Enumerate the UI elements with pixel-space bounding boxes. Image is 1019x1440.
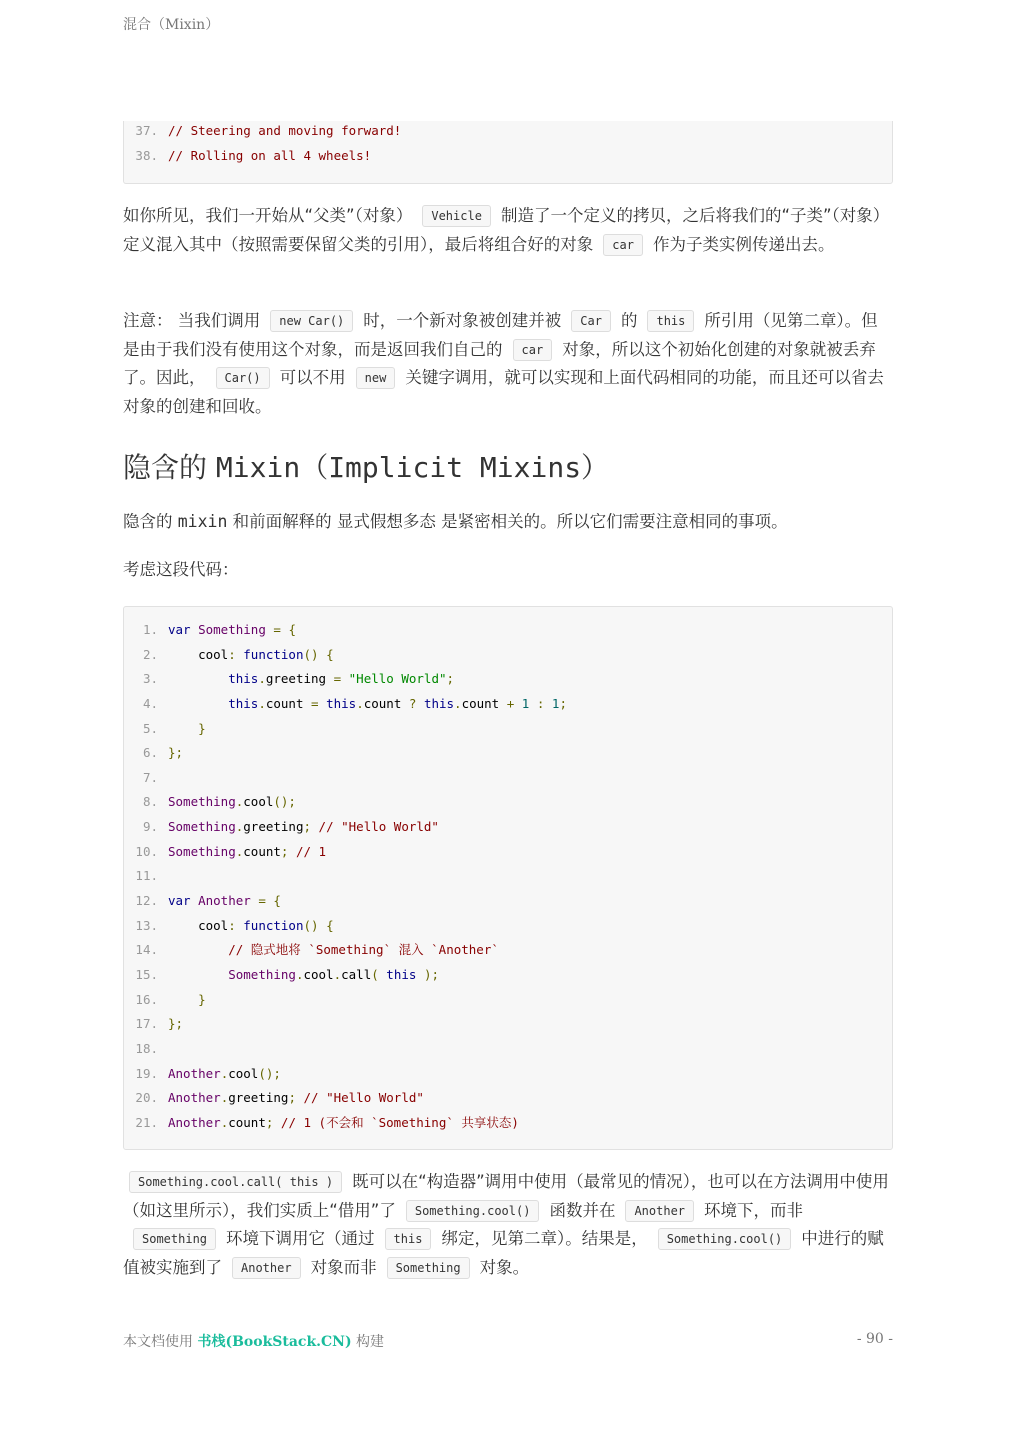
code-token: . [220, 1090, 229, 1106]
code-token: cool [168, 646, 229, 662]
code-token [296, 1090, 304, 1105]
code-token [514, 696, 522, 711]
inline-code: Something [387, 1257, 470, 1279]
code-token [416, 696, 424, 711]
code-token: Another [168, 1065, 221, 1081]
code-line [124, 1086, 892, 1111]
code-token: : [536, 695, 545, 711]
paragraph-note [123, 307, 893, 421]
inline-code: Something.cool.call( this ) [129, 1171, 342, 1193]
paragraph-text: 制造了一个定义的拷贝，之后将我们的“子类”（对象）定义混入其中（按照需要保留父类的引用），最后将组合好的对象 [123, 206, 890, 254]
code-token: 1 [551, 695, 560, 711]
line-number: 18. [135, 1040, 158, 1056]
paragraph-text: 函数并在 [549, 1200, 616, 1220]
code-token [341, 671, 349, 686]
code-line [124, 667, 892, 692]
paragraph-text: 对象而非 [310, 1257, 377, 1277]
code-token: + [506, 695, 515, 711]
paragraph-vehicle-copy [123, 202, 893, 259]
code-line [124, 988, 892, 1013]
code-line [124, 889, 892, 914]
paragraph-text: 绑定，见第二章）。结果是， [441, 1229, 648, 1248]
code-token: greeting [265, 671, 334, 687]
code-token: . [356, 695, 364, 711]
inline-code: car [603, 234, 643, 256]
code-line [124, 1062, 892, 1087]
code-token: count [265, 695, 312, 711]
code-token: () [303, 646, 319, 662]
code-token: "Hello World" [348, 671, 447, 687]
paragraph-implicit-intro [123, 508, 893, 537]
code-token: // 隐式地将 `Something` 混入 `Another` [228, 942, 499, 958]
code-token: var [168, 893, 191, 909]
line-number: 1. [142, 622, 158, 637]
paragraph-text: 如你所见，我们一开始从“父类”（对象） [123, 206, 413, 225]
code-token: . [454, 695, 462, 711]
code-token: Another [168, 1090, 221, 1106]
code-token: // 1 [295, 843, 327, 859]
code-token: this [423, 695, 455, 711]
code-line [124, 1012, 892, 1037]
code-line [124, 741, 892, 766]
paragraph-explanation [123, 1168, 893, 1282]
code-line [124, 618, 892, 643]
paragraph-text: 对象。 [479, 1257, 530, 1277]
paragraph-text: 的 [620, 311, 638, 330]
code-token: }; [168, 745, 184, 761]
code-token: { [326, 646, 334, 662]
code-token: ); [423, 966, 439, 982]
code-token: () [303, 917, 319, 933]
code-line [124, 790, 892, 815]
code-token: this [228, 671, 259, 687]
code-token: // Rolling on all 4 wheels! [168, 148, 372, 163]
inline-code: Something [133, 1228, 216, 1250]
section-heading [123, 446, 609, 486]
line-number: 9. [142, 819, 158, 835]
code-token: cool [243, 794, 274, 810]
line-number: 8. [142, 794, 158, 810]
paragraph-text: 时，一个新对象被创建并被 [363, 311, 562, 330]
inline-code: new Car() [270, 310, 353, 332]
page-header-title: 混合（Mixin） [123, 17, 220, 33]
code-token [529, 696, 537, 711]
line-number: 7. [142, 769, 158, 785]
code-token: = [258, 893, 266, 909]
code-token: Another [168, 1114, 221, 1130]
code-token [319, 696, 327, 711]
code-token [191, 622, 199, 637]
line-number: 15. [135, 966, 158, 982]
code-token: (); [258, 1065, 281, 1081]
code-token [168, 671, 228, 686]
code-token: }; [168, 1016, 184, 1032]
paragraph-consider-code: 考虑这段代码： [123, 560, 239, 579]
code-token: count [363, 695, 409, 711]
code-token: = [273, 622, 281, 637]
line-number: 11. [135, 868, 158, 884]
code-token: ; [288, 1090, 296, 1106]
code-token: = [333, 671, 342, 687]
code-token: Something [168, 843, 236, 859]
code-token: Something [168, 819, 236, 835]
code-line [124, 146, 892, 171]
code-token: cool [228, 1065, 259, 1081]
inline-code: Another [625, 1200, 694, 1222]
line-number: 3. [142, 671, 158, 687]
code-token: this [228, 695, 259, 711]
code-line [124, 121, 892, 146]
code-token: } [198, 991, 206, 1007]
inline-code: this [385, 1228, 432, 1250]
line-number: 37. [135, 123, 158, 138]
code-token: (); [273, 794, 296, 810]
code-token [168, 967, 228, 982]
code-token: . [235, 819, 244, 835]
code-token: call [341, 966, 372, 982]
code-token [168, 992, 198, 1007]
paragraph-text: 可以不用 [279, 368, 346, 387]
code-token: . [220, 1114, 229, 1130]
code-token: ( [371, 966, 379, 982]
code-token: Something [198, 622, 266, 637]
footer-prefix: 本文档使用 [123, 1334, 198, 1350]
line-number: 20. [135, 1090, 158, 1106]
code-line [124, 1111, 892, 1136]
footer-credit [123, 1331, 384, 1351]
code-token: { [273, 893, 281, 909]
inline-code: Something.cool() [406, 1200, 540, 1222]
code-token [544, 696, 552, 711]
code-line [124, 692, 892, 717]
footer-suffix: 构建 [351, 1334, 385, 1350]
paragraph-text: 环境下，而非 [704, 1200, 804, 1220]
code-token: ; [446, 671, 455, 687]
line-number: 12. [135, 893, 158, 909]
paragraph-text: 对象，所以这个初始化创建的对象就被丢弃了。因此， [123, 339, 876, 387]
code-block-continued [123, 121, 893, 184]
code-token: greeting [228, 1090, 289, 1106]
code-token: . [258, 695, 266, 711]
code-token: . [220, 1065, 229, 1081]
line-number: 19. [135, 1065, 158, 1081]
code-token: = [311, 695, 319, 711]
section-heading-mono: Mixin（Implicit Mixins） [215, 451, 610, 484]
inline-code: Vehicle [422, 205, 491, 227]
code-token: cool [168, 917, 229, 933]
inline-code: Car [571, 310, 611, 332]
code-token [311, 819, 319, 834]
code-token: ? [408, 695, 417, 711]
code-token: cool [303, 966, 334, 982]
paragraph-text: 中进行的赋值被实施到了 [123, 1229, 884, 1277]
code-token: Something [168, 794, 236, 810]
code-token: var [168, 622, 191, 637]
code-token: ; [559, 695, 567, 711]
line-number: 10. [135, 843, 158, 859]
code-token: 1 [521, 695, 530, 711]
code-line [124, 1037, 892, 1062]
code-line [124, 914, 892, 939]
code-token: ; [265, 1114, 274, 1130]
line-number: 38. [135, 148, 158, 163]
code-token: count [228, 1114, 266, 1130]
code-token: count [461, 695, 507, 711]
code-token: ; [280, 843, 289, 859]
code-token: . [235, 794, 244, 810]
code-line [124, 717, 892, 742]
code-token [319, 647, 327, 662]
code-token: // 1 (不会和 `Something` 共享状态) [280, 1114, 519, 1130]
code-token [416, 967, 424, 982]
code-block-implicit-mixin [123, 606, 893, 1150]
code-token: Something [228, 966, 296, 982]
line-number: 21. [135, 1114, 158, 1130]
paragraph-text: 所引用（见第二章）。但是由于我们没有使用这个对象，而是返回我们自己的 [123, 311, 878, 359]
code-line [124, 864, 892, 889]
code-token [319, 918, 327, 933]
inline-code: new [356, 367, 396, 389]
code-token: . [333, 966, 342, 982]
paragraph-text: 关键字调用，就可以实现和上面代码相同的功能，而且还可以省去对象的创建和回收。 [123, 368, 884, 416]
paragraph-text: 和前面解释的 显式假想多态 是紧密相关的。所以它们需要注意相同的事项。 [227, 512, 788, 531]
code-token [288, 844, 296, 859]
paragraph-text: 作为子类实例传递出去。 [652, 234, 835, 254]
line-number: 2. [142, 646, 158, 662]
code-token [168, 942, 228, 957]
paragraph-text: 注意： 当我们调用 [123, 311, 261, 330]
code-token: count [243, 843, 281, 859]
code-token: : [228, 646, 236, 662]
code-token: . [295, 966, 304, 982]
code-token [168, 721, 198, 736]
page-number: - 90 - [856, 1331, 893, 1347]
code-token: . [258, 671, 266, 687]
code-token: ; [303, 819, 312, 835]
code-token: Another [198, 893, 251, 909]
code-token [191, 893, 199, 908]
line-number: 17. [135, 1016, 158, 1032]
inline-code: Something.cool() [658, 1228, 792, 1250]
code-token: { [326, 917, 334, 933]
paragraph-mono-text: mixin [177, 512, 228, 531]
line-number: 13. [135, 917, 158, 933]
code-line [124, 766, 892, 791]
line-number: 4. [142, 695, 158, 711]
code-token [273, 1115, 281, 1130]
code-line [124, 963, 892, 988]
code-line [124, 643, 892, 668]
section-heading-text: 隐含的 [123, 451, 216, 484]
inline-code: this [647, 310, 694, 332]
code-token: } [198, 720, 206, 736]
line-number: 6. [142, 745, 158, 761]
code-token: this [326, 695, 357, 711]
code-token: { [288, 622, 296, 637]
code-token: // "Hello World" [318, 819, 439, 835]
code-token: // "Hello World" [303, 1090, 424, 1106]
code-token: // Steering and moving forward! [168, 123, 402, 138]
paragraph-text: 环境下调用它（通过 [226, 1229, 375, 1248]
paragraph-text: 隐含的 [123, 512, 178, 531]
code-token [168, 696, 228, 711]
inline-code: Car() [216, 367, 270, 389]
code-token: function [243, 646, 304, 662]
code-line [124, 938, 892, 963]
paragraph-text: 既可以在“构造器”调用中使用（最常见的情况），也可以在方法调用中使用（如这里所示），我们实质上“借用”了 [123, 1172, 889, 1220]
code-token: function [243, 917, 304, 933]
inline-code: Another [232, 1257, 301, 1279]
code-token: greeting [243, 819, 304, 835]
inline-code: car [513, 339, 553, 361]
code-token: : [228, 917, 236, 933]
line-number: 5. [142, 720, 158, 736]
code-token: this [386, 966, 417, 982]
code-line [124, 840, 892, 865]
line-number: 14. [135, 942, 158, 958]
line-number: 16. [135, 991, 158, 1007]
code-token: . [235, 843, 244, 859]
footer-brand-link[interactable]: 书栈(BookStack.CN) [197, 1334, 352, 1350]
code-line [124, 815, 892, 840]
